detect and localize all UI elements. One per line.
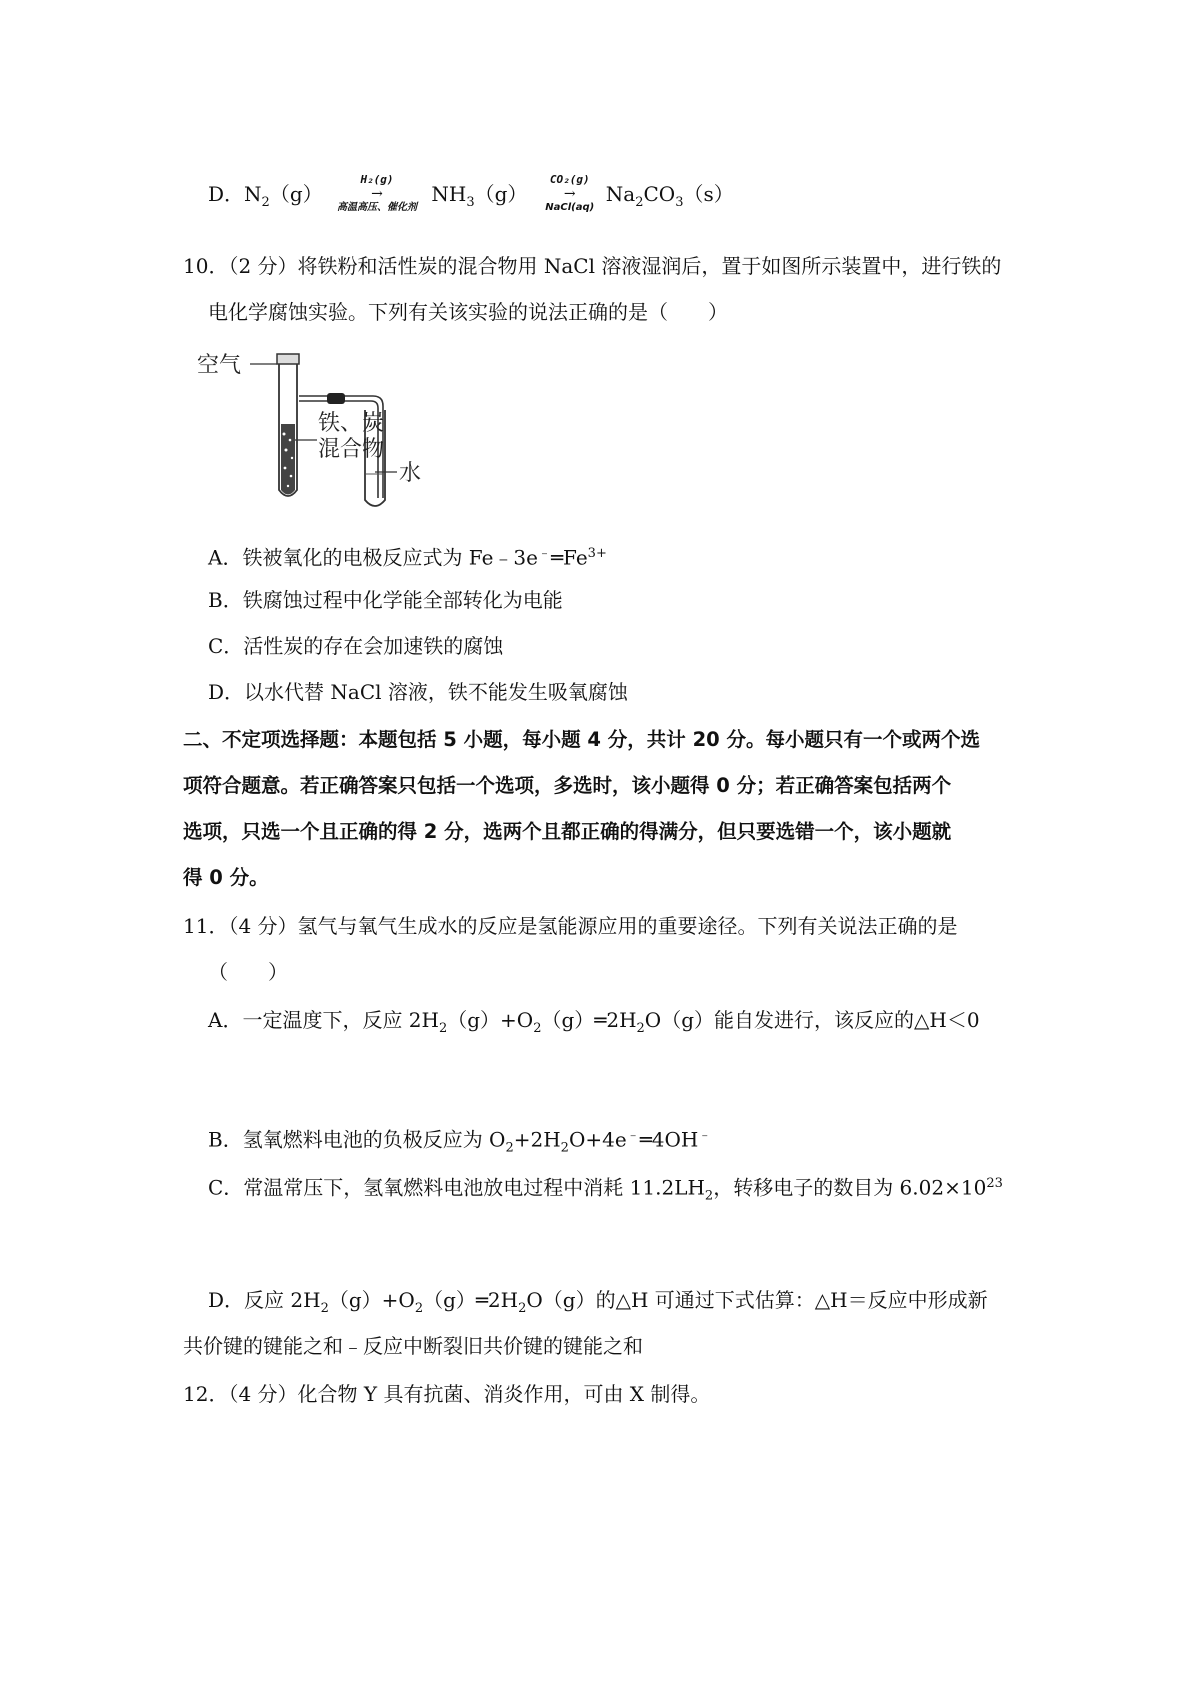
q11-stem-line1: 11．（4 分）氢气与氧气生成水的反应是氢能源应用的重要途径。下列有关说法正确的是 xyxy=(183,914,958,938)
q11-option-b: B．氢氧燃料电池的负极反应为 $O_2+2H_2O+4e^﹣═4OH^﹣$ xyxy=(208,1127,712,1156)
formula-nh3: NH xyxy=(431,182,467,206)
q11-option-c: C．常温常压下，氢氧燃料电池放电过程中消耗 $11.2LH_2$，转移电子的数目为 $6.02\times 10^{23}$ xyxy=(208,1175,1003,1204)
label-iron-carbon: 铁、炭 xyxy=(318,411,385,436)
section2-line2: 项符合题意。若正确答案只包括一个选项，多选时，该小题得 0 分；若正确答案包括两个 xyxy=(183,774,952,797)
reaction-arrow-2: CO₂(g) → NaCl(aq) xyxy=(545,172,595,213)
q9-option-d: D．$N_2(g)$ H₂(g) → 高温高压、催化剂 $NH_3(g)$ CO₂(g) → NaCl(aq) $Na_2CO_3(s)$ xyxy=(208,172,734,213)
q10-stem-line1: 10．（2 分）将铁粉和活性炭的混合物用 NaCl 溶液湿润后，置于如图所示装置中，进行铁的 xyxy=(183,254,1002,278)
label-mixture: 混合物 xyxy=(318,437,385,462)
q11-option-d: D．反应 $2H_2(g)+O_2(g)═2H_2O(g)$的△H 可通过下式估算：△H＝反应中形成新 xyxy=(208,1288,988,1316)
q10-stem-line2: 电化学腐蚀实验。下列有关该实验的说法正确的是（ ） xyxy=(208,300,728,324)
section2-line4: 得 0 分。 xyxy=(183,866,269,889)
q10-option-b: B．铁腐蚀过程中化学能全部转化为电能 xyxy=(208,588,563,612)
q11-option-a: A．一定温度下，反应 $2H_2(g)+O_2(g)═2H_2O(g)$能自发进行，该反应的△H＜0 xyxy=(208,1008,980,1036)
label-water: 水 xyxy=(399,461,422,486)
corrosion-apparatus-figure xyxy=(197,350,455,510)
reaction-arrow-1: H₂(g) → 高温高压、催化剂 xyxy=(337,172,417,213)
label-air: 空气 xyxy=(197,353,242,378)
section2-line3: 选项，只选一个且正确的得 2 分，选两个且都正确的得满分，但只要选错一个，该小题就 xyxy=(183,820,952,843)
stopper xyxy=(277,354,299,364)
formula-n2: N xyxy=(244,182,262,206)
q10-option-d: D．以水代替 NaCl 溶液，铁不能发生吸氧腐蚀 xyxy=(208,680,628,704)
rubber-connector xyxy=(327,393,345,404)
q11-stem-line2: （ ） xyxy=(208,960,288,984)
formula-na2co3: Na xyxy=(605,182,636,206)
option-letter: D． xyxy=(208,182,245,206)
section2-line1: 二、不定项选择题：本题包括 5 小题，每小题 4 分，共计 20 分。每小题只有一个或两个选 xyxy=(183,728,981,751)
q10-option-c: C．活性炭的存在会加速铁的腐蚀 xyxy=(208,634,504,658)
q10-option-a: A．铁被氧化的电极反应式为 $Fe﹣3e^﹣═Fe^{3+}$ xyxy=(208,545,607,570)
q11-option-d-line2: 共价键的键能之和﹣反应中断裂旧共价键的键能之和 xyxy=(183,1334,643,1358)
q12-stem-line1: 12．（4 分）化合物 Y 具有抗菌、消炎作用，可由 X 制得。 xyxy=(183,1382,711,1406)
